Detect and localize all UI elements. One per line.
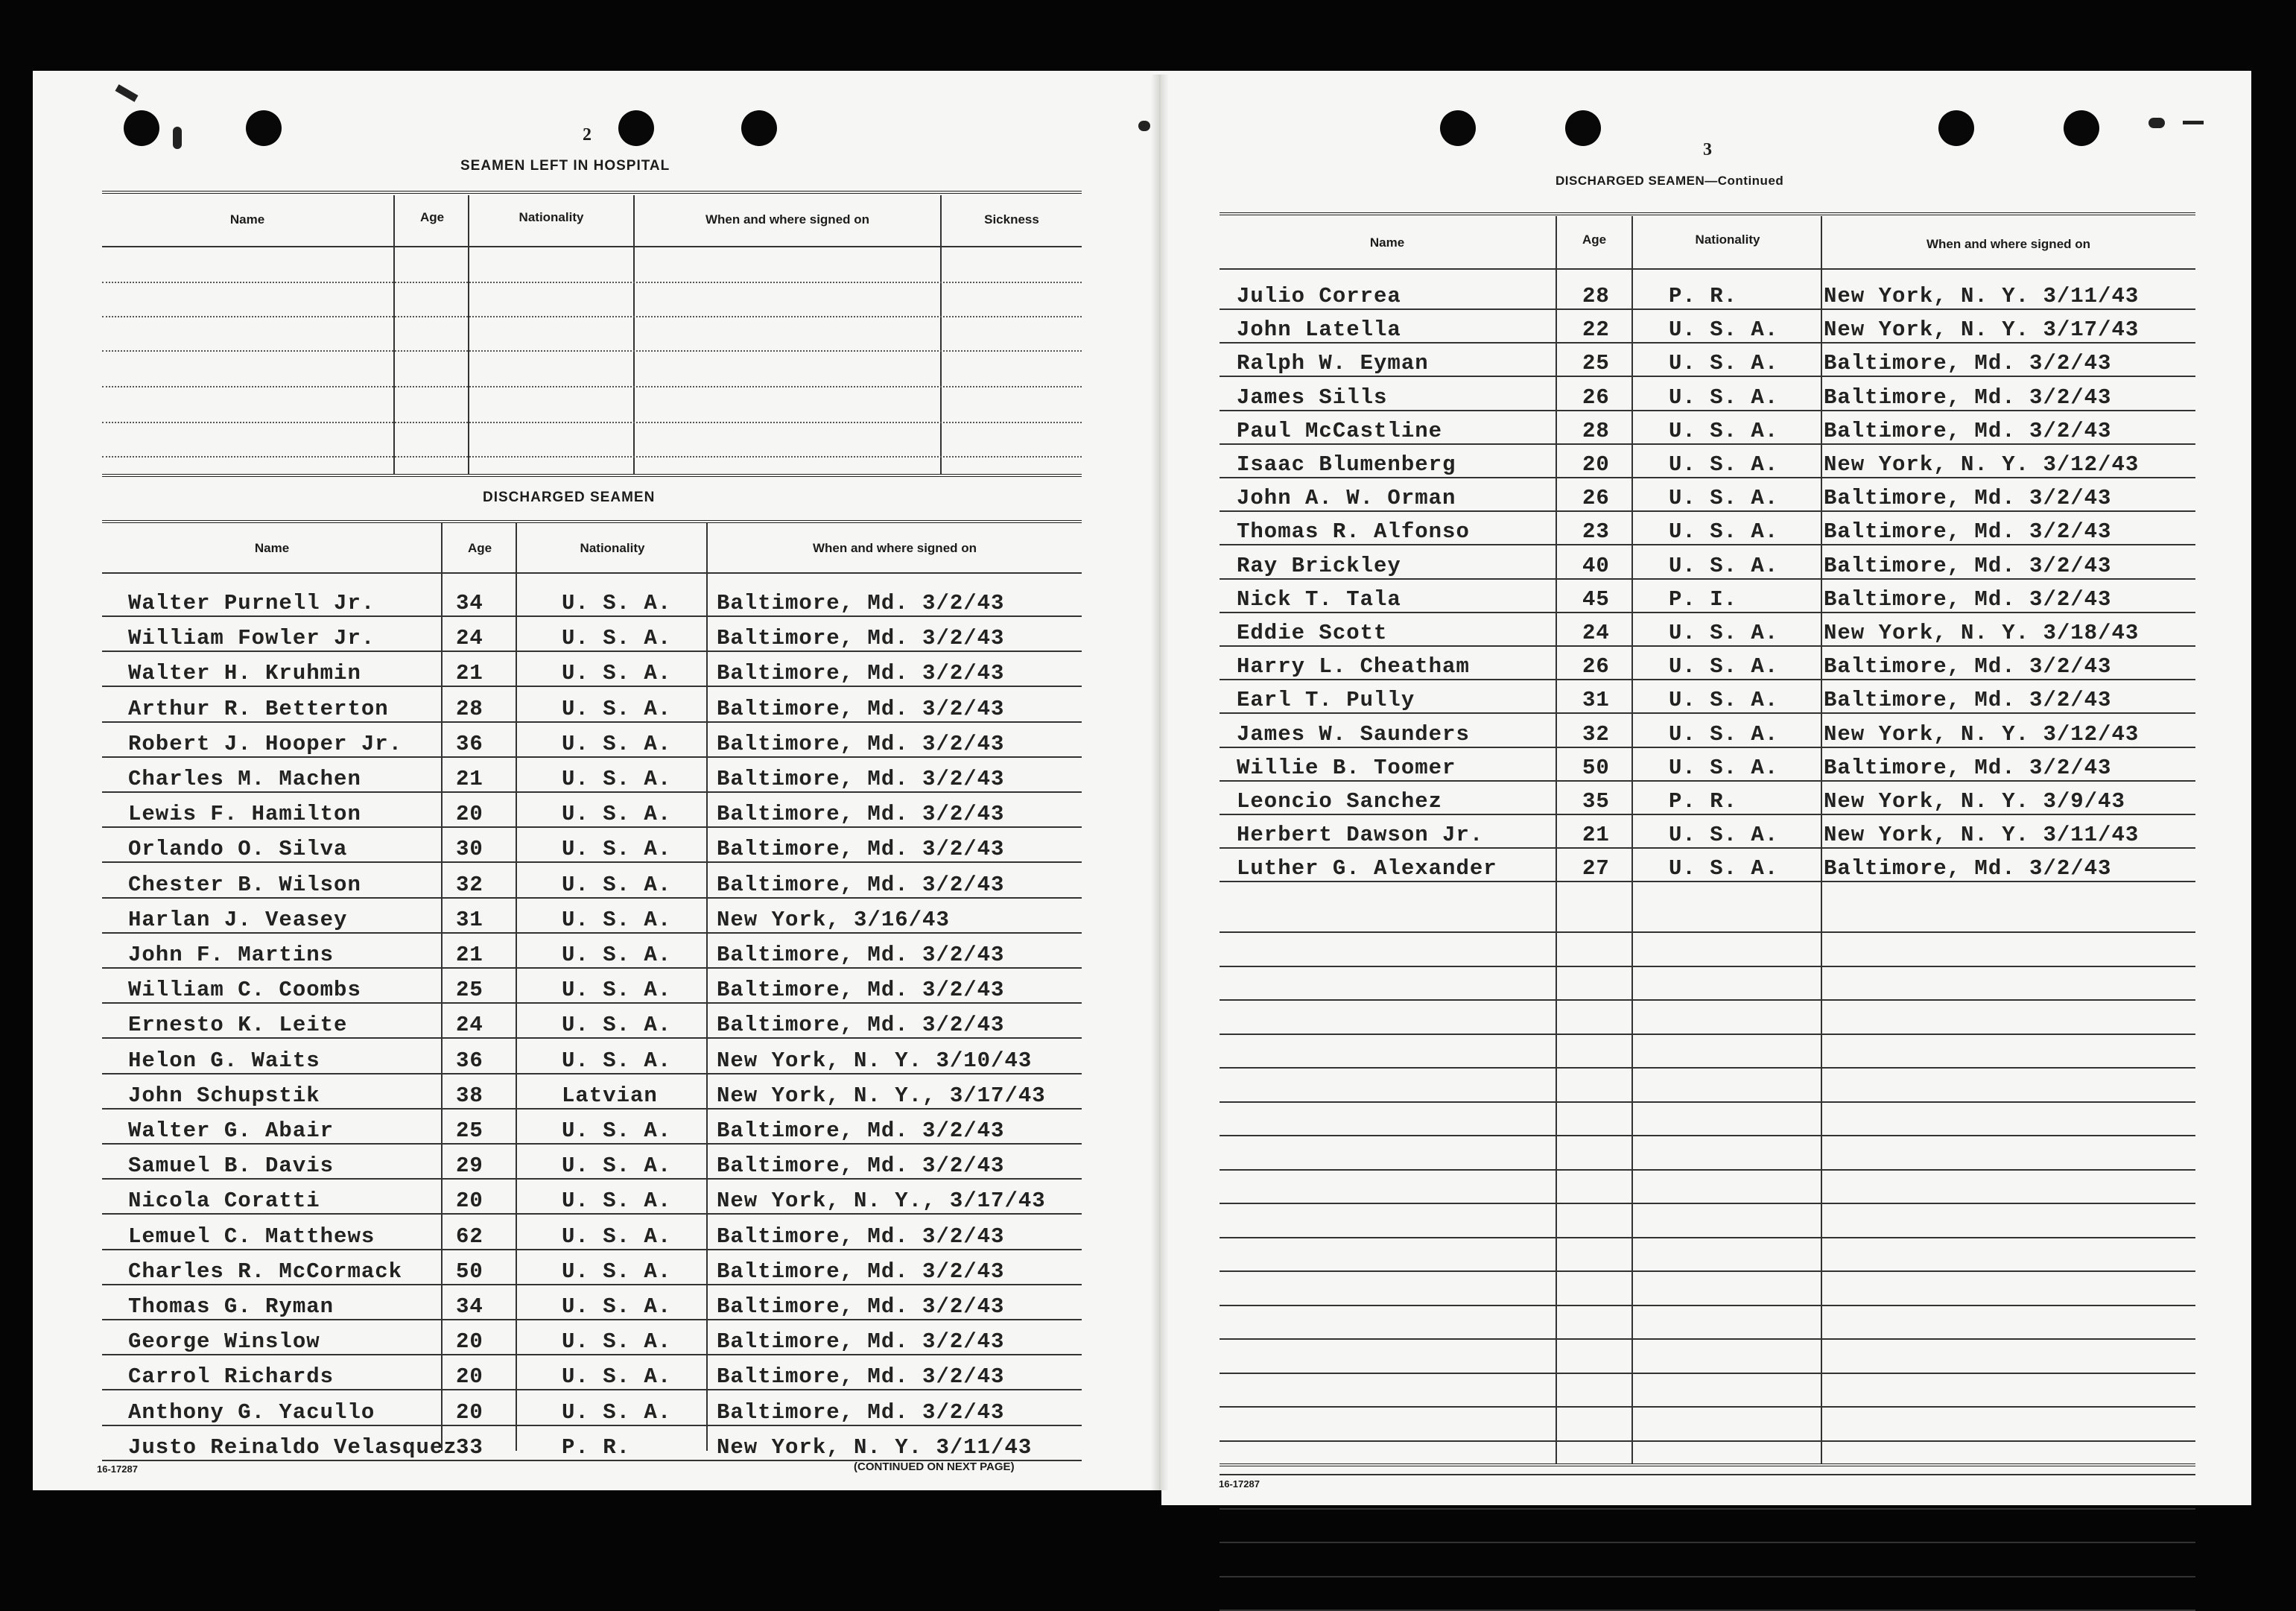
seaman-age: 20 bbox=[456, 1400, 483, 1425]
seaman-name: Eddie Scott bbox=[1237, 621, 1388, 645]
seaman-name: Nicola Coratti bbox=[128, 1189, 320, 1213]
signed-on: Baltimore, Md. 3/2/43 bbox=[717, 1329, 1005, 1354]
blank-row-rule bbox=[1220, 1135, 2195, 1136]
punch-hole bbox=[246, 110, 282, 146]
seaman-nationality: U. S. A. bbox=[562, 1329, 672, 1354]
column-divider bbox=[706, 523, 708, 1451]
seaman-nationality: P. I. bbox=[1669, 587, 1738, 612]
seaman-age: 26 bbox=[1582, 654, 1610, 679]
signed-on: Baltimore, Md. 3/2/43 bbox=[717, 697, 1005, 721]
seaman-age: 21 bbox=[456, 767, 483, 791]
seaman-age: 26 bbox=[1582, 385, 1610, 410]
seaman-age: 20 bbox=[456, 1364, 483, 1389]
signed-on: Baltimore, Md. 3/2/43 bbox=[1824, 351, 2112, 376]
blank-row-rule bbox=[1220, 1169, 2195, 1171]
seaman-age: 24 bbox=[1582, 621, 1610, 645]
seaman-age: 25 bbox=[456, 978, 483, 1002]
seaman-nationality: U. S. A. bbox=[1669, 519, 1779, 544]
form-number: 16-17287 bbox=[1219, 1478, 1260, 1490]
table-rule bbox=[1220, 268, 2195, 270]
seaman-name: Ralph W. Eyman bbox=[1237, 351, 1429, 376]
signed-on: New York, N. Y. 3/11/43 bbox=[1824, 823, 2140, 847]
seaman-name: Samuel B. Davis bbox=[128, 1153, 334, 1178]
row-rule bbox=[1220, 645, 2195, 647]
row-rule bbox=[1220, 780, 2195, 782]
continued-note: (CONTINUED ON NEXT PAGE) bbox=[854, 1460, 1015, 1473]
blank-row-rule bbox=[1220, 1440, 2195, 1442]
signed-on: Baltimore, Md. 3/2/43 bbox=[717, 661, 1005, 686]
row-rule bbox=[102, 756, 1082, 758]
signed-on: Baltimore, Md. 3/2/43 bbox=[717, 1118, 1005, 1143]
blank-row-rule bbox=[1220, 1067, 2195, 1069]
row-rule bbox=[102, 1143, 1082, 1145]
seaman-nationality: U. S. A. bbox=[1669, 688, 1779, 712]
table-rule bbox=[102, 191, 1082, 194]
blank-row-rule bbox=[1220, 1373, 2195, 1374]
row-rule bbox=[102, 897, 1082, 899]
seaman-age: 28 bbox=[456, 697, 483, 721]
seaman-nationality: U. S. A. bbox=[562, 1224, 672, 1249]
signed-on: New York, N. Y. 3/10/43 bbox=[717, 1048, 1033, 1073]
seaman-nationality: U. S. A. bbox=[562, 661, 672, 686]
seaman-name: Harry L. Cheatham bbox=[1237, 654, 1470, 679]
signed-on: New York, N. Y. 3/9/43 bbox=[1824, 789, 2125, 814]
signed-on: Baltimore, Md. 3/2/43 bbox=[717, 767, 1005, 791]
signed-on: Baltimore, Md. 3/2/43 bbox=[717, 873, 1005, 897]
hospital-col-name: Name bbox=[229, 212, 265, 227]
signed-on: Baltimore, Md. 3/2/43 bbox=[1824, 486, 2112, 510]
seaman-nationality: P. R. bbox=[1669, 284, 1738, 308]
seaman-name: Walter H. Kruhmin bbox=[128, 661, 361, 686]
signed-on: New York, N. Y. 3/17/43 bbox=[1824, 317, 2140, 342]
blank-row-rule bbox=[1220, 1576, 2195, 1577]
punch-hole bbox=[741, 110, 777, 146]
discharged-col-name: Name bbox=[254, 541, 290, 555]
blank-row-rule bbox=[1220, 1542, 2195, 1543]
seaman-age: 26 bbox=[1582, 486, 1610, 510]
seaman-name: Luther G. Alexander bbox=[1237, 856, 1497, 881]
scan-speck bbox=[173, 127, 182, 149]
signed-on: New York, N. Y. 3/11/43 bbox=[717, 1435, 1033, 1460]
seaman-name: Chester B. Wilson bbox=[128, 873, 361, 897]
seaman-age: 27 bbox=[1582, 856, 1610, 881]
signed-on: Baltimore, Md. 3/2/43 bbox=[717, 1400, 1005, 1425]
seaman-age: 20 bbox=[456, 1329, 483, 1354]
hospital-title: SEAMEN LEFT IN HOSPITAL bbox=[460, 158, 670, 174]
row-rule bbox=[102, 1249, 1082, 1250]
seaman-name: Anthony G. Yacullo bbox=[128, 1400, 375, 1425]
row-rule bbox=[102, 791, 1082, 793]
punch-hole bbox=[618, 110, 654, 146]
seaman-name: Charles R. McCormack bbox=[128, 1259, 403, 1284]
seaman-age: 23 bbox=[1582, 519, 1610, 544]
blank-row-rule bbox=[1220, 1203, 2195, 1204]
seaman-nationality: P. R. bbox=[1669, 789, 1738, 814]
signed-on: Baltimore, Md. 3/2/43 bbox=[717, 1224, 1005, 1249]
seaman-name: Arthur R. Betterton bbox=[128, 697, 389, 721]
table-rule bbox=[102, 422, 1082, 423]
seaman-nationality: U. S. A. bbox=[1669, 486, 1779, 510]
seaman-name: James Sills bbox=[1237, 385, 1388, 410]
table-rule bbox=[102, 572, 1082, 574]
seaman-nationality: U. S. A. bbox=[562, 591, 672, 615]
seaman-name: Harlan J. Veasey bbox=[128, 908, 348, 932]
seaman-name: Lemuel C. Matthews bbox=[128, 1224, 375, 1249]
signed-on: Baltimore, Md. 3/2/43 bbox=[717, 732, 1005, 756]
blank-row-rule bbox=[1220, 1508, 2195, 1510]
row-rule bbox=[1220, 612, 2195, 613]
seaman-age: 31 bbox=[1582, 688, 1610, 712]
blank-row-rule bbox=[1220, 1034, 2195, 1035]
seaman-nationality: U. S. A. bbox=[562, 1400, 672, 1425]
signed-on: Baltimore, Md. 3/2/43 bbox=[1824, 519, 2112, 544]
row-rule bbox=[1220, 376, 2195, 377]
seaman-age: 36 bbox=[456, 732, 483, 756]
signed-on: Baltimore, Md. 3/2/43 bbox=[1824, 554, 2112, 578]
row-rule bbox=[1220, 510, 2195, 512]
column-divider bbox=[441, 523, 443, 1451]
row-rule bbox=[1220, 308, 2195, 310]
row-rule bbox=[1220, 410, 2195, 411]
seaman-name: Helon G. Waits bbox=[128, 1048, 320, 1073]
seaman-age: 35 bbox=[1582, 789, 1610, 814]
page-gutter bbox=[1151, 75, 1169, 1490]
signed-on: Baltimore, Md. 3/2/43 bbox=[717, 943, 1005, 967]
seaman-name: Earl T. Pully bbox=[1237, 688, 1415, 712]
row-rule bbox=[1220, 544, 2195, 545]
seaman-name: Ernesto K. Leite bbox=[128, 1013, 348, 1037]
seaman-name: Carrol Richards bbox=[128, 1364, 334, 1389]
seaman-age: 29 bbox=[456, 1153, 483, 1178]
row-rule bbox=[102, 1389, 1082, 1390]
discharged-title: DISCHARGED SEAMEN bbox=[483, 490, 656, 505]
signed-on: New York, N. Y., 3/17/43 bbox=[717, 1083, 1046, 1108]
hospital-col-age: Age bbox=[419, 210, 445, 224]
seaman-name: Thomas R. Alfonso bbox=[1237, 519, 1470, 544]
row-rule bbox=[102, 615, 1082, 617]
scan-speck bbox=[2148, 118, 2165, 128]
blank-row-rule bbox=[1220, 1237, 2195, 1238]
punch-hole bbox=[1565, 110, 1601, 146]
seaman-age: 30 bbox=[456, 837, 483, 861]
page-number: 2 bbox=[583, 125, 592, 145]
continued-title: DISCHARGED SEAMEN—Continued bbox=[1555, 174, 1784, 188]
row-rule bbox=[102, 1108, 1082, 1110]
signed-on: New York, N. Y. 3/18/43 bbox=[1824, 621, 2140, 645]
seaman-age: 34 bbox=[456, 1294, 483, 1319]
seaman-name: Robert J. Hooper Jr. bbox=[128, 732, 403, 756]
signed-on: Baltimore, Md. 3/2/43 bbox=[717, 837, 1005, 861]
seaman-age: 45 bbox=[1582, 587, 1610, 612]
table-rule bbox=[1220, 212, 2195, 215]
signed-on: New York, N. Y. 3/11/43 bbox=[1824, 284, 2140, 308]
seaman-age: 20 bbox=[456, 802, 483, 826]
column-divider bbox=[1555, 216, 1557, 1464]
seaman-name: John Schupstik bbox=[128, 1083, 320, 1108]
table-rule bbox=[1220, 1463, 2195, 1466]
row-rule bbox=[102, 721, 1082, 723]
seaman-name: Walter G. Abair bbox=[128, 1118, 334, 1143]
row-rule bbox=[1220, 342, 2195, 344]
col-name: Name bbox=[1369, 235, 1405, 250]
seaman-name: William C. Coombs bbox=[128, 978, 361, 1002]
blank-row-rule bbox=[1220, 1338, 2195, 1340]
seaman-age: 20 bbox=[1582, 452, 1610, 477]
row-rule bbox=[102, 967, 1082, 969]
signed-on: New York, N. Y. 3/12/43 bbox=[1824, 722, 2140, 747]
seaman-nationality: P. R. bbox=[562, 1435, 631, 1460]
hospital-col-signed: When and where signed on bbox=[705, 212, 870, 227]
seaman-nationality: U. S. A. bbox=[562, 1259, 672, 1284]
seaman-nationality: U. S. A. bbox=[562, 978, 672, 1002]
discharged-col-signed: When and where signed on bbox=[812, 541, 977, 555]
seaman-age: 21 bbox=[456, 943, 483, 967]
seaman-nationality: U. S. A. bbox=[562, 1048, 672, 1073]
blank-row-rule bbox=[1220, 1101, 2195, 1103]
seaman-age: 62 bbox=[456, 1224, 483, 1249]
seaman-nationality: U. S. A. bbox=[562, 732, 672, 756]
seaman-nationality: U. S. A. bbox=[1669, 385, 1779, 410]
row-rule bbox=[1220, 679, 2195, 680]
column-divider bbox=[516, 523, 517, 1451]
row-rule bbox=[102, 1178, 1082, 1180]
seaman-nationality: U. S. A. bbox=[562, 1118, 672, 1143]
seaman-age: 31 bbox=[456, 908, 483, 932]
punch-hole bbox=[124, 110, 159, 146]
blank-row-rule bbox=[1220, 1474, 2195, 1475]
seaman-age: 20 bbox=[456, 1189, 483, 1213]
seaman-nationality: U. S. A. bbox=[562, 943, 672, 967]
blank-row-rule bbox=[1220, 999, 2195, 1001]
seaman-nationality: U. S. A. bbox=[562, 1153, 672, 1178]
seaman-nationality: U. S. A. bbox=[1669, 654, 1779, 679]
seaman-nationality: U. S. A. bbox=[562, 837, 672, 861]
seaman-nationality: U. S. A. bbox=[562, 626, 672, 651]
hospital-col-nationality: Nationality bbox=[518, 210, 584, 224]
row-rule bbox=[1220, 578, 2195, 580]
signed-on: Baltimore, Md. 3/2/43 bbox=[717, 1259, 1005, 1284]
punch-hole bbox=[2064, 110, 2099, 146]
seaman-age: 28 bbox=[1582, 284, 1610, 308]
seaman-nationality: U. S. A. bbox=[1669, 856, 1779, 881]
col-nationality: Nationality bbox=[1695, 232, 1760, 247]
seaman-nationality: U. S. A. bbox=[1669, 452, 1779, 477]
seaman-age: 25 bbox=[456, 1118, 483, 1143]
seaman-nationality: U. S. A. bbox=[562, 767, 672, 791]
seaman-age: 36 bbox=[456, 1048, 483, 1073]
row-rule bbox=[1220, 477, 2195, 478]
row-rule bbox=[102, 1319, 1082, 1320]
discharged-col-nationality: Nationality bbox=[580, 541, 645, 555]
seaman-age: 50 bbox=[1582, 756, 1610, 780]
seaman-name: John A. W. Orman bbox=[1237, 486, 1456, 510]
seaman-name: Ray Brickley bbox=[1237, 554, 1401, 578]
signed-on: Baltimore, Md. 3/2/43 bbox=[717, 802, 1005, 826]
row-rule bbox=[1220, 881, 2195, 882]
seaman-name: Thomas G. Ryman bbox=[128, 1294, 334, 1319]
seaman-name: John F. Martins bbox=[128, 943, 334, 967]
seaman-age: 24 bbox=[456, 626, 483, 651]
signed-on: Baltimore, Md. 3/2/43 bbox=[1824, 654, 2112, 679]
seaman-name: James W. Saunders bbox=[1237, 722, 1470, 747]
seaman-nationality: U. S. A. bbox=[562, 802, 672, 826]
discharged-col-age: Age bbox=[467, 541, 492, 555]
table-rule bbox=[102, 474, 1082, 477]
seaman-nationality: U. S. A. bbox=[562, 1364, 672, 1389]
seaman-age: 21 bbox=[1582, 823, 1610, 847]
scan-speck bbox=[2183, 121, 2204, 124]
row-rule bbox=[1220, 814, 2195, 815]
column-divider bbox=[393, 195, 395, 474]
column-divider bbox=[1821, 216, 1822, 1464]
scan-speck bbox=[1138, 121, 1150, 131]
seaman-nationality: U. S. A. bbox=[1669, 351, 1779, 376]
seaman-nationality: U. S. A. bbox=[1669, 722, 1779, 747]
seaman-age: 21 bbox=[456, 661, 483, 686]
row-rule bbox=[102, 686, 1082, 687]
signed-on: Baltimore, Md. 3/2/43 bbox=[717, 626, 1005, 651]
blank-row-rule bbox=[1220, 931, 2195, 933]
seaman-age: 28 bbox=[1582, 419, 1610, 443]
seaman-name: Charles M. Machen bbox=[128, 767, 361, 791]
signed-on: Baltimore, Md. 3/2/43 bbox=[717, 1153, 1005, 1178]
blank-row-rule bbox=[1220, 966, 2195, 967]
blank-row-rule bbox=[1220, 1406, 2195, 1408]
row-rule bbox=[1220, 443, 2195, 445]
table-rule bbox=[102, 520, 1082, 523]
table-rule bbox=[102, 316, 1082, 317]
row-rule bbox=[102, 1002, 1082, 1004]
seaman-nationality: U. S. A. bbox=[562, 873, 672, 897]
seaman-age: 33 bbox=[456, 1435, 483, 1460]
signed-on: New York, 3/16/43 bbox=[717, 908, 950, 932]
seaman-age: 32 bbox=[1582, 722, 1610, 747]
seaman-age: 34 bbox=[456, 591, 483, 615]
seaman-nationality: U. S. A. bbox=[1669, 621, 1779, 645]
punch-hole bbox=[1440, 110, 1476, 146]
seaman-nationality: U. S. A. bbox=[1669, 554, 1779, 578]
signed-on: Baltimore, Md. 3/2/43 bbox=[1824, 756, 2112, 780]
seaman-name: George Winslow bbox=[128, 1329, 320, 1354]
column-divider bbox=[1631, 216, 1633, 1464]
table-rule bbox=[102, 282, 1082, 283]
seaman-name: Willie B. Toomer bbox=[1237, 756, 1456, 780]
row-rule bbox=[1220, 847, 2195, 849]
seaman-name: Leoncio Sanchez bbox=[1237, 789, 1443, 814]
seaman-name: John Latella bbox=[1237, 317, 1401, 342]
row-rule bbox=[102, 1213, 1082, 1215]
punch-hole bbox=[1938, 110, 1974, 146]
seaman-nationality: U. S. A. bbox=[562, 1013, 672, 1037]
seaman-name: Lewis F. Hamilton bbox=[128, 802, 361, 826]
row-rule bbox=[102, 1284, 1082, 1285]
row-rule bbox=[1220, 712, 2195, 714]
seaman-age: 50 bbox=[456, 1259, 483, 1284]
row-rule bbox=[102, 1073, 1082, 1074]
seaman-name: Justo Reinaldo Velasquez bbox=[128, 1435, 457, 1460]
row-rule bbox=[102, 861, 1082, 863]
seaman-name: Nick T. Tala bbox=[1237, 587, 1401, 612]
seaman-nationality: U. S. A. bbox=[562, 1294, 672, 1319]
column-divider bbox=[940, 195, 942, 474]
seaman-nationality: U. S. A. bbox=[562, 697, 672, 721]
table-rule bbox=[102, 246, 1082, 247]
seaman-name: Paul McCastline bbox=[1237, 419, 1443, 443]
col-age: Age bbox=[1582, 232, 1607, 247]
seaman-nationality: U. S. A. bbox=[1669, 823, 1779, 847]
row-rule bbox=[102, 1037, 1082, 1039]
signed-on: Baltimore, Md. 3/2/43 bbox=[717, 591, 1005, 615]
seaman-age: 32 bbox=[456, 873, 483, 897]
seaman-nationality: U. S. A. bbox=[1669, 756, 1779, 780]
seaman-nationality: U. S. A. bbox=[1669, 419, 1779, 443]
signed-on: Baltimore, Md. 3/2/43 bbox=[717, 1364, 1005, 1389]
signed-on: Baltimore, Md. 3/2/43 bbox=[717, 1294, 1005, 1319]
signed-on: Baltimore, Md. 3/2/43 bbox=[1824, 587, 2112, 612]
table-rule bbox=[102, 386, 1082, 387]
form-number: 16-17287 bbox=[97, 1463, 138, 1475]
column-divider bbox=[468, 195, 469, 474]
seaman-nationality: U. S. A. bbox=[562, 908, 672, 932]
table-rule bbox=[102, 350, 1082, 352]
seaman-age: 24 bbox=[456, 1013, 483, 1037]
seaman-name: Walter Purnell Jr. bbox=[128, 591, 375, 615]
signed-on: Baltimore, Md. 3/2/43 bbox=[1824, 688, 2112, 712]
seaman-nationality: U. S. A. bbox=[1669, 317, 1779, 342]
seaman-name: Herbert Dawson Jr. bbox=[1237, 823, 1484, 847]
row-rule bbox=[102, 932, 1082, 934]
signed-on: Baltimore, Md. 3/2/43 bbox=[1824, 856, 2112, 881]
signed-on: Baltimore, Md. 3/2/43 bbox=[717, 978, 1005, 1002]
signed-on: Baltimore, Md. 3/2/43 bbox=[1824, 419, 2112, 443]
seaman-name: Isaac Blumenberg bbox=[1237, 452, 1456, 477]
seaman-age: 40 bbox=[1582, 554, 1610, 578]
row-rule bbox=[102, 651, 1082, 652]
seaman-nationality: Latvian bbox=[562, 1083, 658, 1108]
seaman-age: 22 bbox=[1582, 317, 1610, 342]
seaman-age: 25 bbox=[1582, 351, 1610, 376]
signed-on: Baltimore, Md. 3/2/43 bbox=[1824, 385, 2112, 410]
signed-on: New York, N. Y. 3/12/43 bbox=[1824, 452, 2140, 477]
row-rule bbox=[1220, 747, 2195, 748]
row-rule bbox=[102, 1425, 1082, 1426]
hospital-col-sickness: Sickness bbox=[984, 212, 1039, 227]
seaman-name: Orlando O. Silva bbox=[128, 837, 348, 861]
column-divider bbox=[633, 195, 635, 474]
blank-row-rule bbox=[1220, 1305, 2195, 1306]
row-rule bbox=[102, 1354, 1082, 1355]
table-rule bbox=[102, 456, 1082, 458]
signed-on: New York, N. Y., 3/17/43 bbox=[717, 1189, 1046, 1213]
col-signed: When and where signed on bbox=[1926, 237, 2091, 251]
seaman-name: William Fowler Jr. bbox=[128, 626, 375, 651]
blank-row-rule bbox=[1220, 1270, 2195, 1272]
signed-on: Baltimore, Md. 3/2/43 bbox=[717, 1013, 1005, 1037]
seaman-name: Julio Correa bbox=[1237, 284, 1401, 308]
seaman-age: 38 bbox=[456, 1083, 483, 1108]
seaman-nationality: U. S. A. bbox=[562, 1189, 672, 1213]
row-rule bbox=[102, 826, 1082, 828]
page-number: 3 bbox=[1703, 140, 1712, 159]
